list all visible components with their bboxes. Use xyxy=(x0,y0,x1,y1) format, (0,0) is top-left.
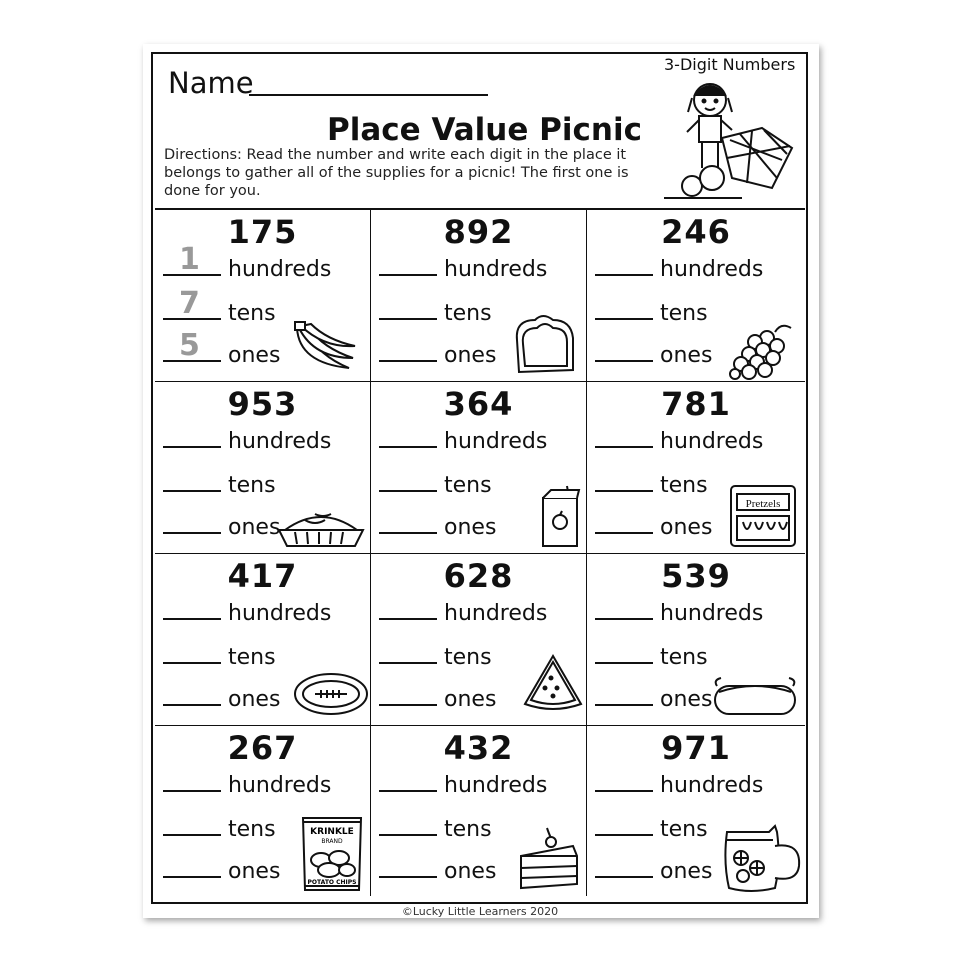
hundreds-row xyxy=(379,256,547,282)
ones-row xyxy=(163,686,280,712)
problem-cell xyxy=(371,554,587,726)
tens-row xyxy=(379,816,492,842)
tens-answer-blank[interactable] xyxy=(595,300,653,320)
ones-answer-blank[interactable] xyxy=(163,514,221,534)
tens-label: tens xyxy=(228,473,276,498)
number-value: 953 xyxy=(227,385,298,423)
hundreds-label: hundreds xyxy=(444,601,548,626)
hundreds-label: hundreds xyxy=(444,257,548,282)
ones-answer-blank[interactable] xyxy=(163,858,221,878)
chips-brand-sub: BRAND xyxy=(321,838,343,845)
tens-label: tens xyxy=(660,301,708,326)
name-field[interactable] xyxy=(249,94,488,96)
ones-label: ones xyxy=(228,859,281,884)
number-value: 364 xyxy=(443,385,514,423)
tens-row xyxy=(163,644,276,670)
grapes-icon xyxy=(727,320,797,385)
ones-answer-blank[interactable] xyxy=(379,342,437,362)
pie-icon xyxy=(275,506,367,555)
ones-label: ones xyxy=(660,515,713,540)
problem-cell xyxy=(155,382,371,554)
ones-answer-blank[interactable] xyxy=(595,342,653,362)
ones-answer: 5 xyxy=(179,328,200,363)
hundreds-answer-blank[interactable] xyxy=(379,428,437,448)
tens-label: tens xyxy=(444,473,492,498)
tens-row xyxy=(379,472,492,498)
hundreds-row xyxy=(163,772,331,798)
hundreds-answer-blank[interactable] xyxy=(595,428,653,448)
ones-answer-blank[interactable] xyxy=(163,686,221,706)
tens-answer-blank[interactable] xyxy=(595,472,653,492)
hundreds-answer-blank[interactable] xyxy=(379,772,437,792)
tens-label: tens xyxy=(444,645,492,670)
juice-box-icon xyxy=(539,484,583,555)
ones-label: ones xyxy=(660,859,713,884)
hundreds-label: hundreds xyxy=(660,773,764,798)
problem-grid xyxy=(155,208,805,896)
hundreds-row xyxy=(595,600,763,626)
tens-answer-blank[interactable] xyxy=(163,472,221,492)
pretzels-label: Pretzels xyxy=(745,498,781,510)
ones-row xyxy=(163,858,280,884)
tens-label: tens xyxy=(228,817,276,842)
tens-answer-blank[interactable] xyxy=(163,816,221,836)
hundreds-answer-blank[interactable] xyxy=(163,242,221,277)
name-label: Name xyxy=(168,66,254,100)
chips-brand: KRINKLE xyxy=(310,827,354,837)
ones-answer-blank[interactable] xyxy=(595,686,653,706)
ones-label: ones xyxy=(228,687,281,712)
hundreds-answer: 1 xyxy=(179,242,200,277)
ones-label: ones xyxy=(444,515,497,540)
bananas-icon xyxy=(289,318,357,383)
problem-cell xyxy=(587,554,805,726)
hundreds-answer-blank[interactable] xyxy=(379,256,437,276)
chips-bag-icon xyxy=(299,814,365,899)
girl-picnic-blanket-icon xyxy=(652,68,802,208)
hundreds-row xyxy=(163,428,331,454)
number-value: 246 xyxy=(661,213,731,251)
tens-answer-blank[interactable] xyxy=(163,286,221,321)
hundreds-row xyxy=(595,428,763,454)
number-value: 432 xyxy=(443,729,514,767)
hundreds-label: hundreds xyxy=(660,257,764,282)
tens-label: tens xyxy=(228,645,276,670)
number-value: 267 xyxy=(227,729,298,767)
hundreds-label: hundreds xyxy=(444,429,548,454)
tens-answer-blank[interactable] xyxy=(595,644,653,664)
number-value: 781 xyxy=(661,385,731,423)
hundreds-label: hundreds xyxy=(444,773,548,798)
ones-row xyxy=(595,342,712,368)
number-value: 539 xyxy=(661,557,731,595)
ones-label: ones xyxy=(660,343,713,368)
subject-label: 3-Digit Numbers xyxy=(664,55,796,74)
tens-row xyxy=(595,472,708,498)
hundreds-row xyxy=(379,772,547,798)
hundreds-label: hundreds xyxy=(228,773,332,798)
ones-label: ones xyxy=(228,515,281,540)
hundreds-answer-blank[interactable] xyxy=(163,772,221,792)
problem-cell xyxy=(371,726,587,896)
problem-cell xyxy=(587,726,805,896)
problem-cell xyxy=(587,382,805,554)
ones-row xyxy=(379,686,496,712)
hundreds-row xyxy=(595,772,763,798)
hundreds-row xyxy=(379,428,547,454)
ones-label: ones xyxy=(444,687,497,712)
hundreds-answer-blank[interactable] xyxy=(379,600,437,620)
chips-product: POTATO CHIPS xyxy=(307,879,357,886)
hundreds-answer-blank[interactable] xyxy=(595,256,653,276)
lemonade-pitcher-icon xyxy=(717,822,805,901)
tens-row xyxy=(163,472,276,498)
cake-slice-icon xyxy=(517,826,583,897)
ones-label: ones xyxy=(228,343,281,368)
tens-row xyxy=(379,644,492,670)
ones-answer-blank[interactable] xyxy=(379,858,437,878)
number-value: 892 xyxy=(443,213,514,251)
ones-row xyxy=(595,686,712,712)
ones-answer-blank[interactable] xyxy=(379,686,437,706)
tens-row xyxy=(595,300,708,326)
number-value: 971 xyxy=(661,729,731,767)
problem-cell xyxy=(371,382,587,554)
ones-row xyxy=(595,514,712,540)
tens-label: tens xyxy=(444,817,492,842)
ones-answer-blank[interactable] xyxy=(595,858,653,878)
ones-label: ones xyxy=(444,343,497,368)
problem-cell xyxy=(155,210,371,382)
ones-label: ones xyxy=(444,859,497,884)
hundreds-label: hundreds xyxy=(228,257,332,282)
football-icon xyxy=(291,670,371,723)
hot-dog-icon xyxy=(713,674,797,725)
ones-label: ones xyxy=(660,687,713,712)
hundreds-label: hundreds xyxy=(228,429,332,454)
number-value: 628 xyxy=(443,557,514,595)
hundreds-row xyxy=(163,600,331,626)
directions-text: Directions: Read the number and write each digit in the place it belongs to gather all of the supplies for a picnic! The first one is done for you. xyxy=(164,147,629,199)
tens-answer-blank[interactable] xyxy=(379,816,437,836)
tens-label: tens xyxy=(228,301,276,326)
copyright-footer: ©Lucky Little Learners 2020 xyxy=(401,905,559,918)
hundreds-answer-blank[interactable] xyxy=(163,428,221,448)
tens-row xyxy=(163,816,276,842)
hundreds-label: hundreds xyxy=(660,429,764,454)
ones-row xyxy=(163,328,281,368)
ones-row xyxy=(163,514,280,540)
problem-cell xyxy=(587,210,805,382)
tens-label: tens xyxy=(660,817,708,842)
pretzels-icon xyxy=(729,482,797,555)
hundreds-row xyxy=(163,242,332,282)
hundreds-answer-blank[interactable] xyxy=(595,600,653,620)
hundreds-row xyxy=(379,600,547,626)
number-value: 417 xyxy=(227,557,298,595)
hundreds-row xyxy=(595,256,763,282)
sandwich-icon xyxy=(509,310,581,385)
tens-answer-blank[interactable] xyxy=(379,472,437,492)
tens-row xyxy=(163,286,276,326)
tens-label: tens xyxy=(660,473,708,498)
tens-answer-blank[interactable] xyxy=(595,816,653,836)
hundreds-label: hundreds xyxy=(228,601,332,626)
ones-row xyxy=(379,858,496,884)
hundreds-answer-blank[interactable] xyxy=(595,772,653,792)
number-value: 175 xyxy=(227,213,298,251)
tens-answer-blank[interactable] xyxy=(379,300,437,320)
tens-label: tens xyxy=(660,645,708,670)
tens-row xyxy=(595,816,708,842)
ones-answer-blank[interactable] xyxy=(163,328,221,363)
hundreds-label: hundreds xyxy=(660,601,764,626)
ones-row xyxy=(595,858,712,884)
problem-cell xyxy=(371,210,587,382)
tens-answer-blank[interactable] xyxy=(163,644,221,664)
page-title: Place Value Picnic xyxy=(327,112,642,148)
ones-answer-blank[interactable] xyxy=(595,514,653,534)
watermelon-icon xyxy=(521,652,585,717)
problem-cell xyxy=(155,726,371,896)
problem-cell xyxy=(155,554,371,726)
tens-answer-blank[interactable] xyxy=(379,644,437,664)
tens-row xyxy=(595,644,708,670)
tens-label: tens xyxy=(444,301,492,326)
tens-answer: 7 xyxy=(179,286,200,321)
ones-row xyxy=(379,342,496,368)
tens-row xyxy=(379,300,492,326)
ones-answer-blank[interactable] xyxy=(379,514,437,534)
hundreds-answer-blank[interactable] xyxy=(163,600,221,620)
ones-row xyxy=(379,514,496,540)
